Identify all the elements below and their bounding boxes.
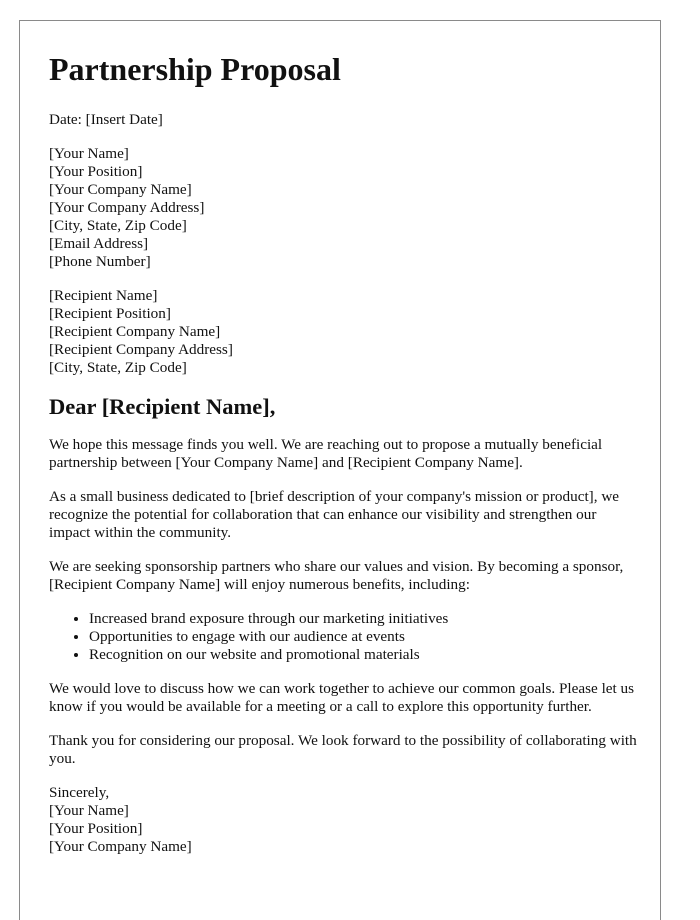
closing-salutation: Sincerely,: [49, 784, 110, 801]
paragraph-thanks: Thank you for considering our proposal. We look forward to the possibility of collaborating with you.: [49, 732, 637, 767]
recipient-name: [Recipient Name]: [49, 287, 158, 304]
paragraph-sponsorship: We are seeking sponsorship partners who share our values and vision. By becoming a sponsor, [Recipient Company Name] will enjoy numerous benefits, including:: [49, 558, 624, 593]
benefits-list: [49, 610, 639, 664]
sender-address-block: [49, 145, 639, 271]
closing-company: [Your Company Name]: [49, 838, 192, 855]
recipient-company-name: [Recipient Company Name]: [49, 323, 221, 340]
sender-phone: [Phone Number]: [49, 253, 151, 270]
page-title: Partnership Proposal: [49, 51, 341, 87]
list-item: • Opportunities to engage with our audience at events: [89, 628, 639, 646]
sender-position: [Your Position]: [49, 163, 143, 180]
sender-email: [Email Address]: [49, 235, 149, 252]
paragraph-mission: As a small business dedicated to [brief description of your company's mission or product], we recognize the potential for collaboration that can enhance our visibility and strengthen our impact within the community.: [49, 488, 620, 541]
closing-name: [Your Name]: [49, 802, 129, 819]
paragraph-intro: We hope this message finds you well. We are reaching out to propose a mutually beneficial partnership between [Your Company Name] and [Recipient Company Name].: [49, 436, 603, 471]
sender-company-address: [Your Company Address]: [49, 199, 205, 216]
sender-name: [Your Name]: [49, 145, 129, 162]
letter-date: Date: [Insert Date]: [49, 111, 163, 128]
letter-content: [49, 49, 639, 856]
sender-company-name: [Your Company Name]: [49, 181, 192, 198]
list-item: • Recognition on our website and promotional materials: [89, 646, 639, 664]
sender-city-state-zip: [City, State, Zip Code]: [49, 217, 187, 234]
list-item: • Increased brand exposure through our marketing initiatives: [89, 610, 639, 628]
recipient-city-state-zip: [City, State, Zip Code]: [49, 359, 187, 376]
closing-block: [49, 784, 639, 856]
paragraph-discussion: We would love to discuss how we can work together to achieve our common goals. Please let us know if you would be available for a meeting or a call to explore this opportunity further.: [49, 680, 635, 715]
recipient-address-block: [49, 287, 639, 377]
greeting: Dear [Recipient Name],: [49, 394, 276, 419]
recipient-position: [Recipient Position]: [49, 305, 171, 322]
closing-position: [Your Position]: [49, 820, 143, 837]
recipient-company-address: [Recipient Company Address]: [49, 341, 233, 358]
letter-page: [19, 20, 661, 920]
